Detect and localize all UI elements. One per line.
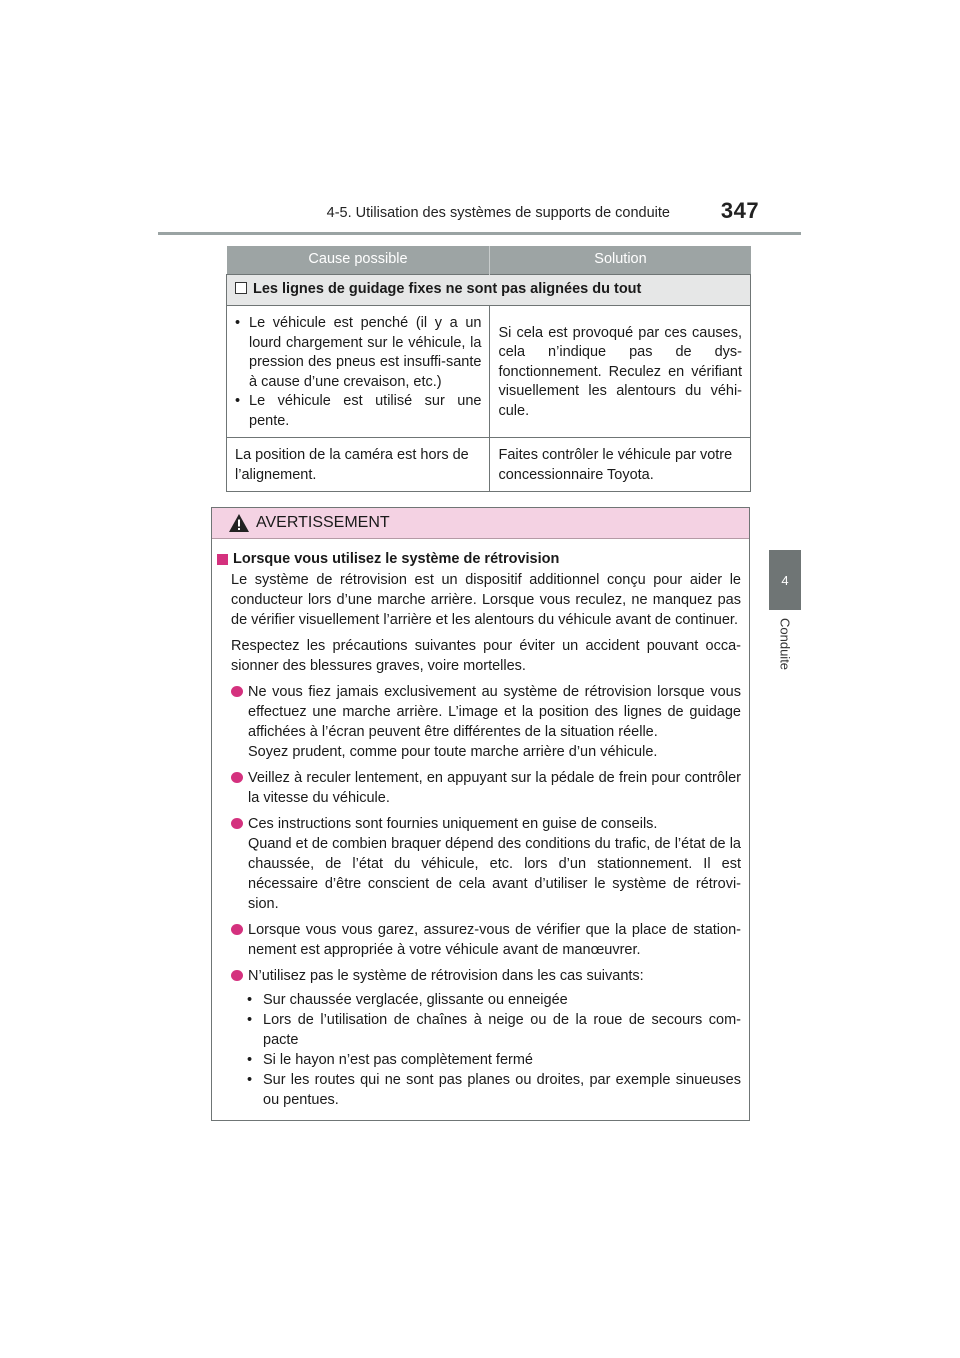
circle-bullet-icon xyxy=(231,818,243,829)
solution-cell: Si cela est provoqué par ces causes, cela n’indique pas de dys-fonctionnement. Reculez en vérifiant visuellement les alentours du véhi-cule. xyxy=(490,306,751,438)
table-row xyxy=(227,438,751,492)
point-text: Lorsque vous vous garez, assurez-vous de vérifier que la place de station-nement est appropriée à votre véhicule avant de manœuvrer. xyxy=(248,922,741,958)
circle-bullet-icon xyxy=(231,924,243,935)
page-number: 347 xyxy=(720,198,760,223)
group-title: Les lignes de guidage fixes ne sont pas alignées du tout xyxy=(253,281,642,298)
section-header: 4-5. Utilisation des systèmes de supports de conduite xyxy=(326,205,670,221)
cause-cell: La position de la caméra est hors de l’alignement. xyxy=(227,438,490,492)
point-text: Ne vous fiez jamais exclusivement au système de rétrovision lorsque vous effectuez une marche arrière. L’image et la position des lignes de guidage affichées à l’écran peuvent être différentes de la situation réelle. xyxy=(248,684,741,740)
warning-point xyxy=(217,682,741,762)
warning-point xyxy=(217,814,741,914)
point-text: Veillez à reculer lentement, en appuyant sur la pédale de frein pour contrôler la vitesse du véhicule. xyxy=(248,770,741,806)
warning-triangle-icon xyxy=(228,513,250,533)
list-item: • Si le hayon n’est pas complètement fermé xyxy=(247,1050,741,1070)
circle-bullet-icon xyxy=(231,970,243,981)
point-continuation: Quand et de combien braquer dépend des conditions du trafic, de l’état de la chaussée, de l’état du véhicule, etc. lors d’un stationnement. Il est nécessaire d’être conscient de cela avant d’utiliser le système de rétrovi-sion. xyxy=(248,836,741,912)
cause-solution-table xyxy=(226,246,751,492)
warning-paragraph: Respectez les précautions suivantes pour éviter un accident pouvant occa-sionner des blessures graves, voire mortelles. xyxy=(231,638,741,674)
list-item: • Sur chaussée verglacée, glissante ou enneigée xyxy=(247,990,741,1010)
list-item: • Lors de l’utilisation de chaînes à neige ou de la roue de secours com-pacte xyxy=(247,1012,741,1048)
table-row xyxy=(227,306,751,438)
sub-list xyxy=(247,990,741,1110)
warning-header xyxy=(212,508,749,539)
solution-cell: Faites contrôler le véhicule par votre concessionnaire Toyota. xyxy=(490,438,751,492)
header-divider xyxy=(158,232,801,235)
square-bullet-icon xyxy=(217,554,228,565)
point-text: N’utilisez pas le système de rétrovision dans les cas suivants: xyxy=(248,968,644,984)
list-item-text: Sur chaussée verglacée, glissante ou enneigée xyxy=(263,992,568,1008)
list-item-text: Lors de l’utilisation de chaînes à neige ou de la roue de secours com-pacte xyxy=(263,1012,741,1048)
warning-title: AVERTISSEMENT xyxy=(256,514,390,531)
warning-box xyxy=(211,507,750,1121)
cause-cell: • Le véhicule est penché (il y a un lourd chargement sur le véhicule, la pression des pneus est insuffi-sante à cause d’une crevaison, etc.) • Le véhicule est utilisé sur une pente. xyxy=(227,306,490,438)
section-title-text: Lorsque vous utilisez le système de rétrovision xyxy=(233,551,560,567)
list-item-text: Sur les routes qui ne sont pas planes ou droites, par exemple sinueuses ou pentues. xyxy=(263,1072,741,1108)
chapter-label: Conduite xyxy=(777,617,793,671)
point-text: Ces instructions sont fournies uniquement en guise de conseils. xyxy=(248,816,658,832)
chapter-tab: 4 xyxy=(769,550,801,610)
point-continuation: Soyez prudent, comme pour toute marche arrière d’un véhicule. xyxy=(248,744,658,760)
warning-paragraph: Le système de rétrovision est un dispositif additionnel conçu pour aider le conducteur lors d’une marche arrière. Lorsque vous reculez, ne manquez pas de vérifier visuellement l’arrière et les alentours du véhicule avant de continuer. xyxy=(231,572,741,628)
checkbox-icon xyxy=(235,282,247,294)
list-item-text: Si le hayon n’est pas complètement fermé xyxy=(263,1052,533,1068)
warning-point xyxy=(217,768,741,808)
column-header-cause: Cause possible xyxy=(227,246,490,275)
table-group-row xyxy=(227,275,751,306)
circle-bullet-icon xyxy=(231,772,243,783)
list-item: • Sur les routes qui ne sont pas planes ou droites, par exemple sinueuses ou pentues. xyxy=(247,1072,741,1108)
warning-body xyxy=(212,539,749,1110)
circle-bullet-icon xyxy=(231,686,243,697)
cause-item: Le véhicule est utilisé sur une pente. xyxy=(249,393,482,429)
warning-point xyxy=(217,920,741,960)
warning-section-title xyxy=(217,549,741,569)
column-header-solution: Solution xyxy=(490,246,751,275)
cause-item: Le véhicule est penché (il y a un lourd chargement sur le véhicule, la pression des pneus est insuffi-sante à cause d’une crevaison, etc.) xyxy=(249,315,482,390)
warning-point xyxy=(217,966,741,986)
